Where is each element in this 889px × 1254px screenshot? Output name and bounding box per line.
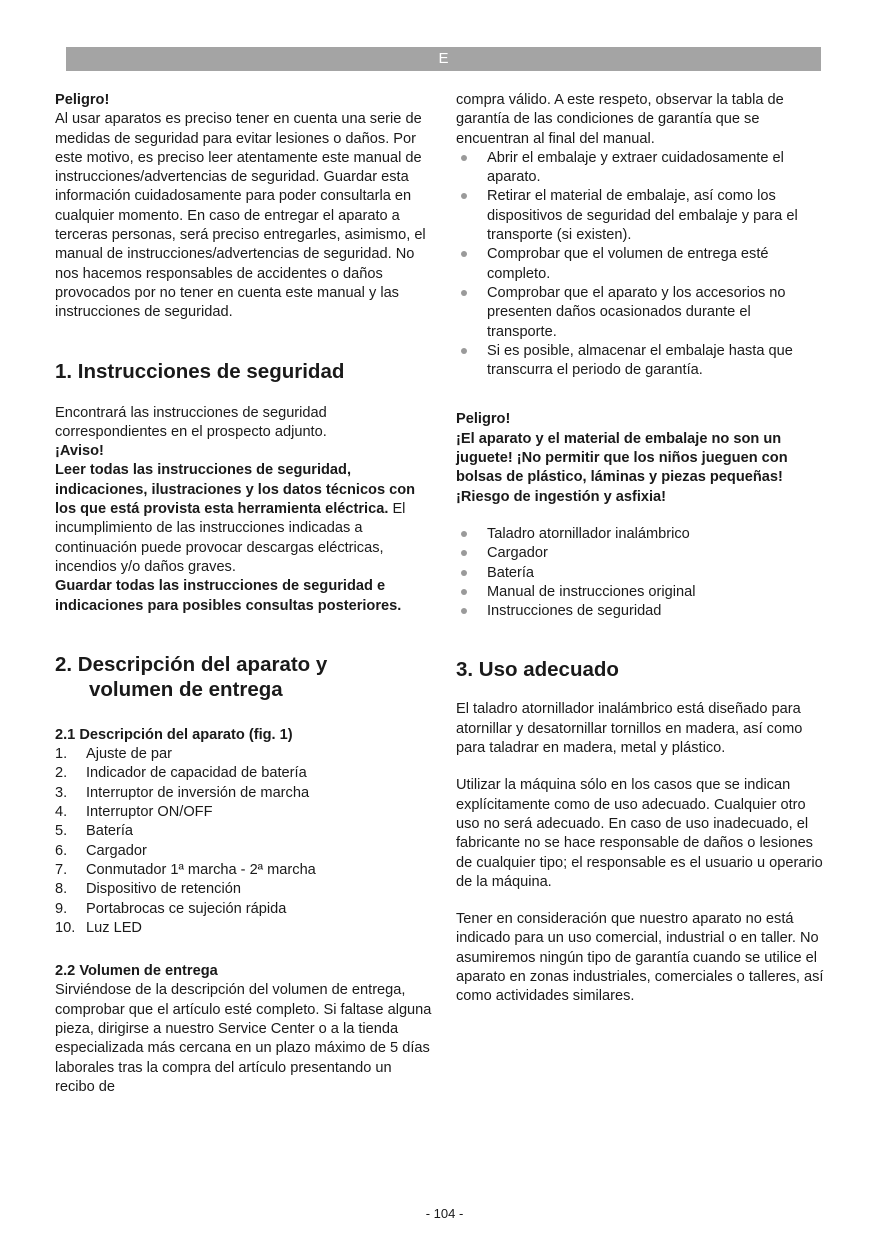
bullet-icon	[461, 251, 467, 257]
parts-list-item: 9. Portabrocas ce sujeción rápida	[55, 900, 287, 917]
bullet-icon	[461, 531, 467, 537]
bullet-icon	[461, 589, 467, 595]
parts-list-item: 4. Interruptor ON/OFF	[55, 804, 213, 821]
peligro-text: Al usar aparatos es preciso tener en cuenta una serie de medidas de seguridad para evitar lesiones o daños. Por este motivo, es preciso leer atentamente este manual de instrucciones/advertencias de seguridad. Guardar esta información cuidadosamente para poder consultarla en cualquier momento. En caso de entregar el aparato a terceras personas, será preciso entregarles, asimismo, el manual de instrucciones/advertencias de seguridad. No nos hacemos responsables de accidentes o daños provocados por no tener en cuenta este manual y las instrucciones de seguridad.	[55, 111, 426, 321]
unpacking-step: Retirar el material de embalaje, así como los dispositivos de seguridad del embalaje y para el transporte (si existen).	[456, 187, 824, 245]
bullet-icon	[461, 608, 467, 614]
subsection-2-2-text: Sirviéndose de la descripción del volumen de entrega, comprobar que el artículo esté completo. Si faltase alguna pieza, dirigirse a nuestro Service Center o a la tienda especializada más cercana en un plazo máximo de 5 días laborales tras la compra del artículo presentando un recibo de	[55, 982, 432, 1095]
delivery-item: Taladro atornillador inalámbrico	[456, 525, 824, 544]
aviso-normal-text: El incumplimiento de las instrucciones indicadas a continuación puede provocar descargas eléctricas, incendios y/o daños graves.	[55, 501, 406, 575]
page-number: - 104 -	[425, 1206, 464, 1221]
parts-list-item: 7. Conmutador 1ª marcha - 2ª marcha	[55, 861, 316, 878]
parts-list-item: 5. Batería	[55, 823, 134, 840]
section-1-text: Encontrará las instrucciones de seguridad correspondientes en el prospecto adjunto.	[55, 404, 327, 440]
parts-list-item: 6. Cargador	[55, 842, 147, 859]
unpacking-step: Si es posible, almacenar el embalaje hasta que transcurra el periodo de garantía.	[456, 342, 824, 381]
section-1-title: 1. Instrucciones de seguridad	[55, 359, 345, 383]
aviso-keep-text: Guardar todas las instrucciones de seguridad e indicaciones para posibles consultas posteriores.	[55, 578, 402, 614]
subsection-2-2-title: 2.2 Volumen de entrega	[55, 963, 218, 980]
section-2-title-line-2: volumen de entrega	[89, 677, 283, 701]
unpacking-step: Comprobar que el volumen de entrega esté completo.	[456, 245, 824, 284]
aviso-paragraph	[55, 461, 435, 577]
parts-list-item: 3. Interruptor de inversión de marcha	[55, 784, 310, 801]
parts-list-item: 2. Indicador de capacidad de batería	[55, 765, 307, 782]
subsection-2-1-title: 2.1 Descripción del aparato (fig. 1)	[55, 726, 293, 743]
section-3-paragraph-1: El taladro atornillador inalámbrico está diseñado para atornillar y desatornillar tornillos en madera, así como para taladrar en madera, metal y plástico.	[456, 701, 803, 757]
unpacking-steps-list	[456, 149, 824, 381]
delivery-item: Cargador	[456, 544, 824, 563]
parts-list	[55, 745, 435, 938]
delivery-item: Instrucciones de seguridad	[456, 602, 824, 621]
peligro-2-title: Peligro!	[456, 411, 511, 428]
bullet-icon	[461, 348, 467, 354]
aviso-bold-text: Leer todas las instrucciones de seguridad, indicaciones, ilustraciones y los datos técnicos con los que está provista esta herramienta eléctrica.	[55, 462, 416, 518]
section-2-title	[55, 652, 435, 702]
unpacking-step: Abrir el embalaje y extraer cuidadosamente el aparato.	[456, 149, 824, 188]
peligro-title: Peligro!	[55, 92, 110, 108]
delivery-item: Manual de instrucciones original	[456, 583, 824, 602]
unpacking-step: Comprobar que el aparato y los accesorios no presenten daños ocasionados durante el transporte.	[456, 284, 824, 342]
section-3-paragraph-3: Tener en consideración que nuestro aparato no está indicado para un uso comercial, industrial o en taller. No asumiremos ningún tipo de garantía cuando se utilice el aparato en zonas industriales, comerciales o talleres, así como actividades similares.	[456, 911, 824, 1005]
bullet-icon	[461, 193, 467, 199]
bullet-icon	[461, 550, 467, 556]
language-header-bar	[66, 47, 821, 71]
bullet-icon	[461, 570, 467, 576]
language-letter: E	[438, 50, 449, 67]
bullet-icon	[461, 155, 467, 161]
aviso-title: ¡Aviso!	[55, 443, 104, 460]
continuation-text: compra válido. A este respeto, observar la tabla de garantía de las condiciones de garantía que se encuentran al final del manual.	[456, 92, 784, 147]
section-3-paragraph-2: Utilizar la máquina sólo en los casos que se indican explícitamente como de uso adecuado. Cualquier otro uso no será adecuado. En caso de uso inadecuado, el fabricante no se hace responsable de daños o lesiones de cualquier tipo; el responsable es el usuario u operario de la máquina.	[456, 777, 823, 890]
peligro-2-text: ¡El aparato y el material de embalaje no son un juguete! ¡No permitir que los niños jueguen con bolsas de plástico, láminas y piezas pequeñas! ¡Riesgo de ingestión y asfixia!	[456, 430, 788, 505]
parts-list-item: 10. Luz LED	[55, 919, 142, 936]
bullet-icon	[461, 290, 467, 296]
delivery-items-list	[456, 525, 824, 621]
left-column	[55, 91, 435, 1097]
section-2-title-line-1: 2. Descripción del aparato y	[55, 652, 328, 676]
section-3-title: 3. Uso adecuado	[456, 658, 619, 682]
parts-list-item: 8. Dispositivo de retención	[55, 881, 241, 898]
right-column	[456, 91, 824, 1007]
parts-list-item: 1. Ajuste de par	[55, 746, 172, 763]
delivery-item: Batería	[456, 564, 824, 583]
